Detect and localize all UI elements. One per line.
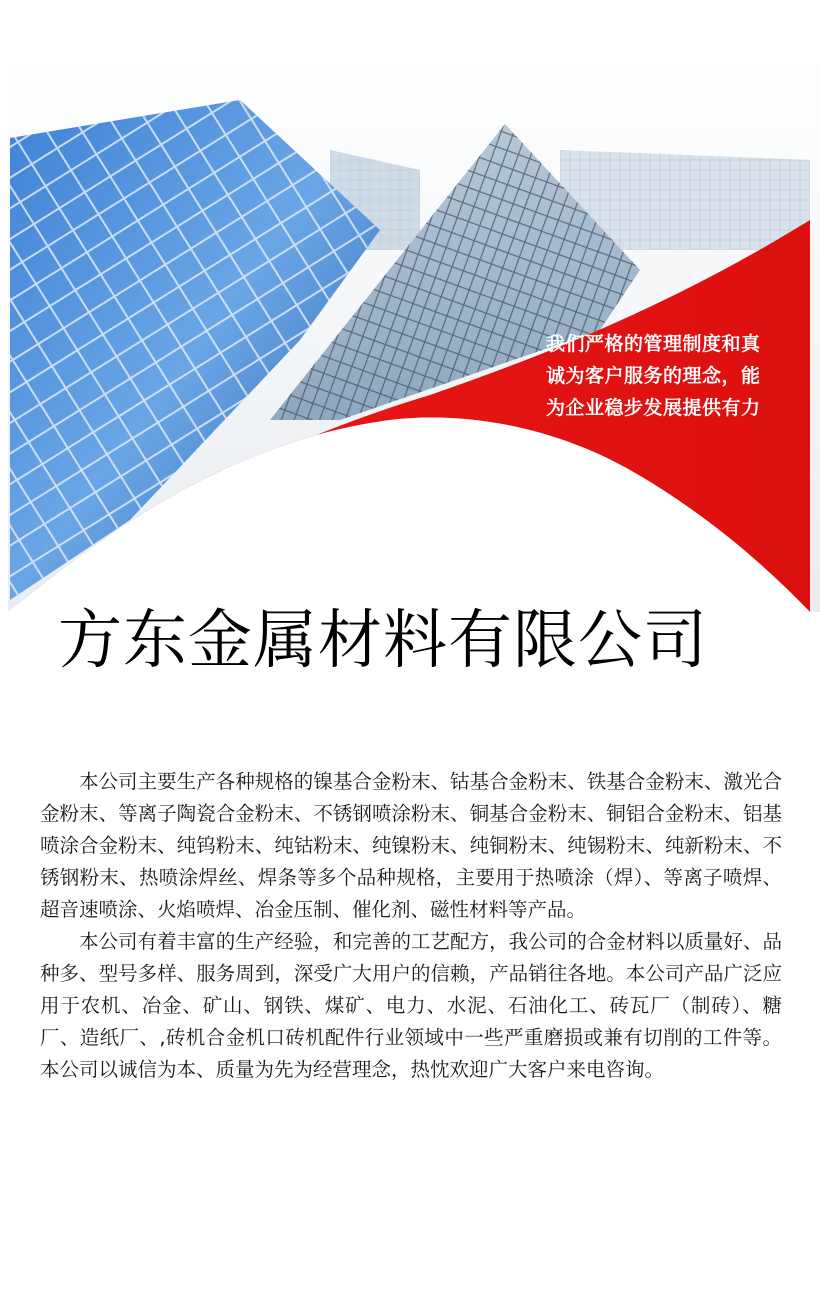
banner-slogan [546, 328, 818, 424]
intro-paragraph: 本公司主要生产各种规格的镍基合金粉末、钴基合金粉末、铁基合金粉末、激光合金粉末、等离子陶瓷合金粉末、不锈钢喷涂粉末、铜基合金粉末、铜铝合金粉末、铝基喷涂合金粉末、纯钨粉末、纯钴粉末、纯镍粉末、纯铜粉末、纯锡粉末、纯新粉末、不锈钢粉末、热喷涂焊丝、焊条等多个品种规格，主要用于热喷涂（焊）、等离子喷焊、超音速喷涂、火焰喷焊、冶金压制、催化剂、磁性材料等产品。 [40, 770, 782, 921]
slogan-line: 为企业稳步发展提供有力 [546, 397, 761, 419]
company-name: 方东金属材料有限公司 [58, 604, 708, 678]
slogan-line: 诚为客户服务的理念，能 [546, 365, 761, 387]
slogan-line: 我们严格的管理制度和真 [546, 333, 761, 355]
company-introduction [40, 766, 782, 1086]
intro-paragraph: 本公司有着丰富的生产经验，和完善的工艺配方，我公司的合金材料以质量好、品种多、型号多样、服务周到，深受广大用户的信赖，产品销往各地。本公司产品广泛应用于农机、冶金、矿山、钢铁、煤矿、电力、水泥、石油化工、砖瓦厂（制砖）、糖厂、造纸厂、,砖机合金机口砖机配件行业领域中一些严重磨损或兼有切削的工件等。本公司以诚信为本、质量为先为经营理念，热忱欢迎广大客户来电咨询。 [40, 930, 782, 1081]
